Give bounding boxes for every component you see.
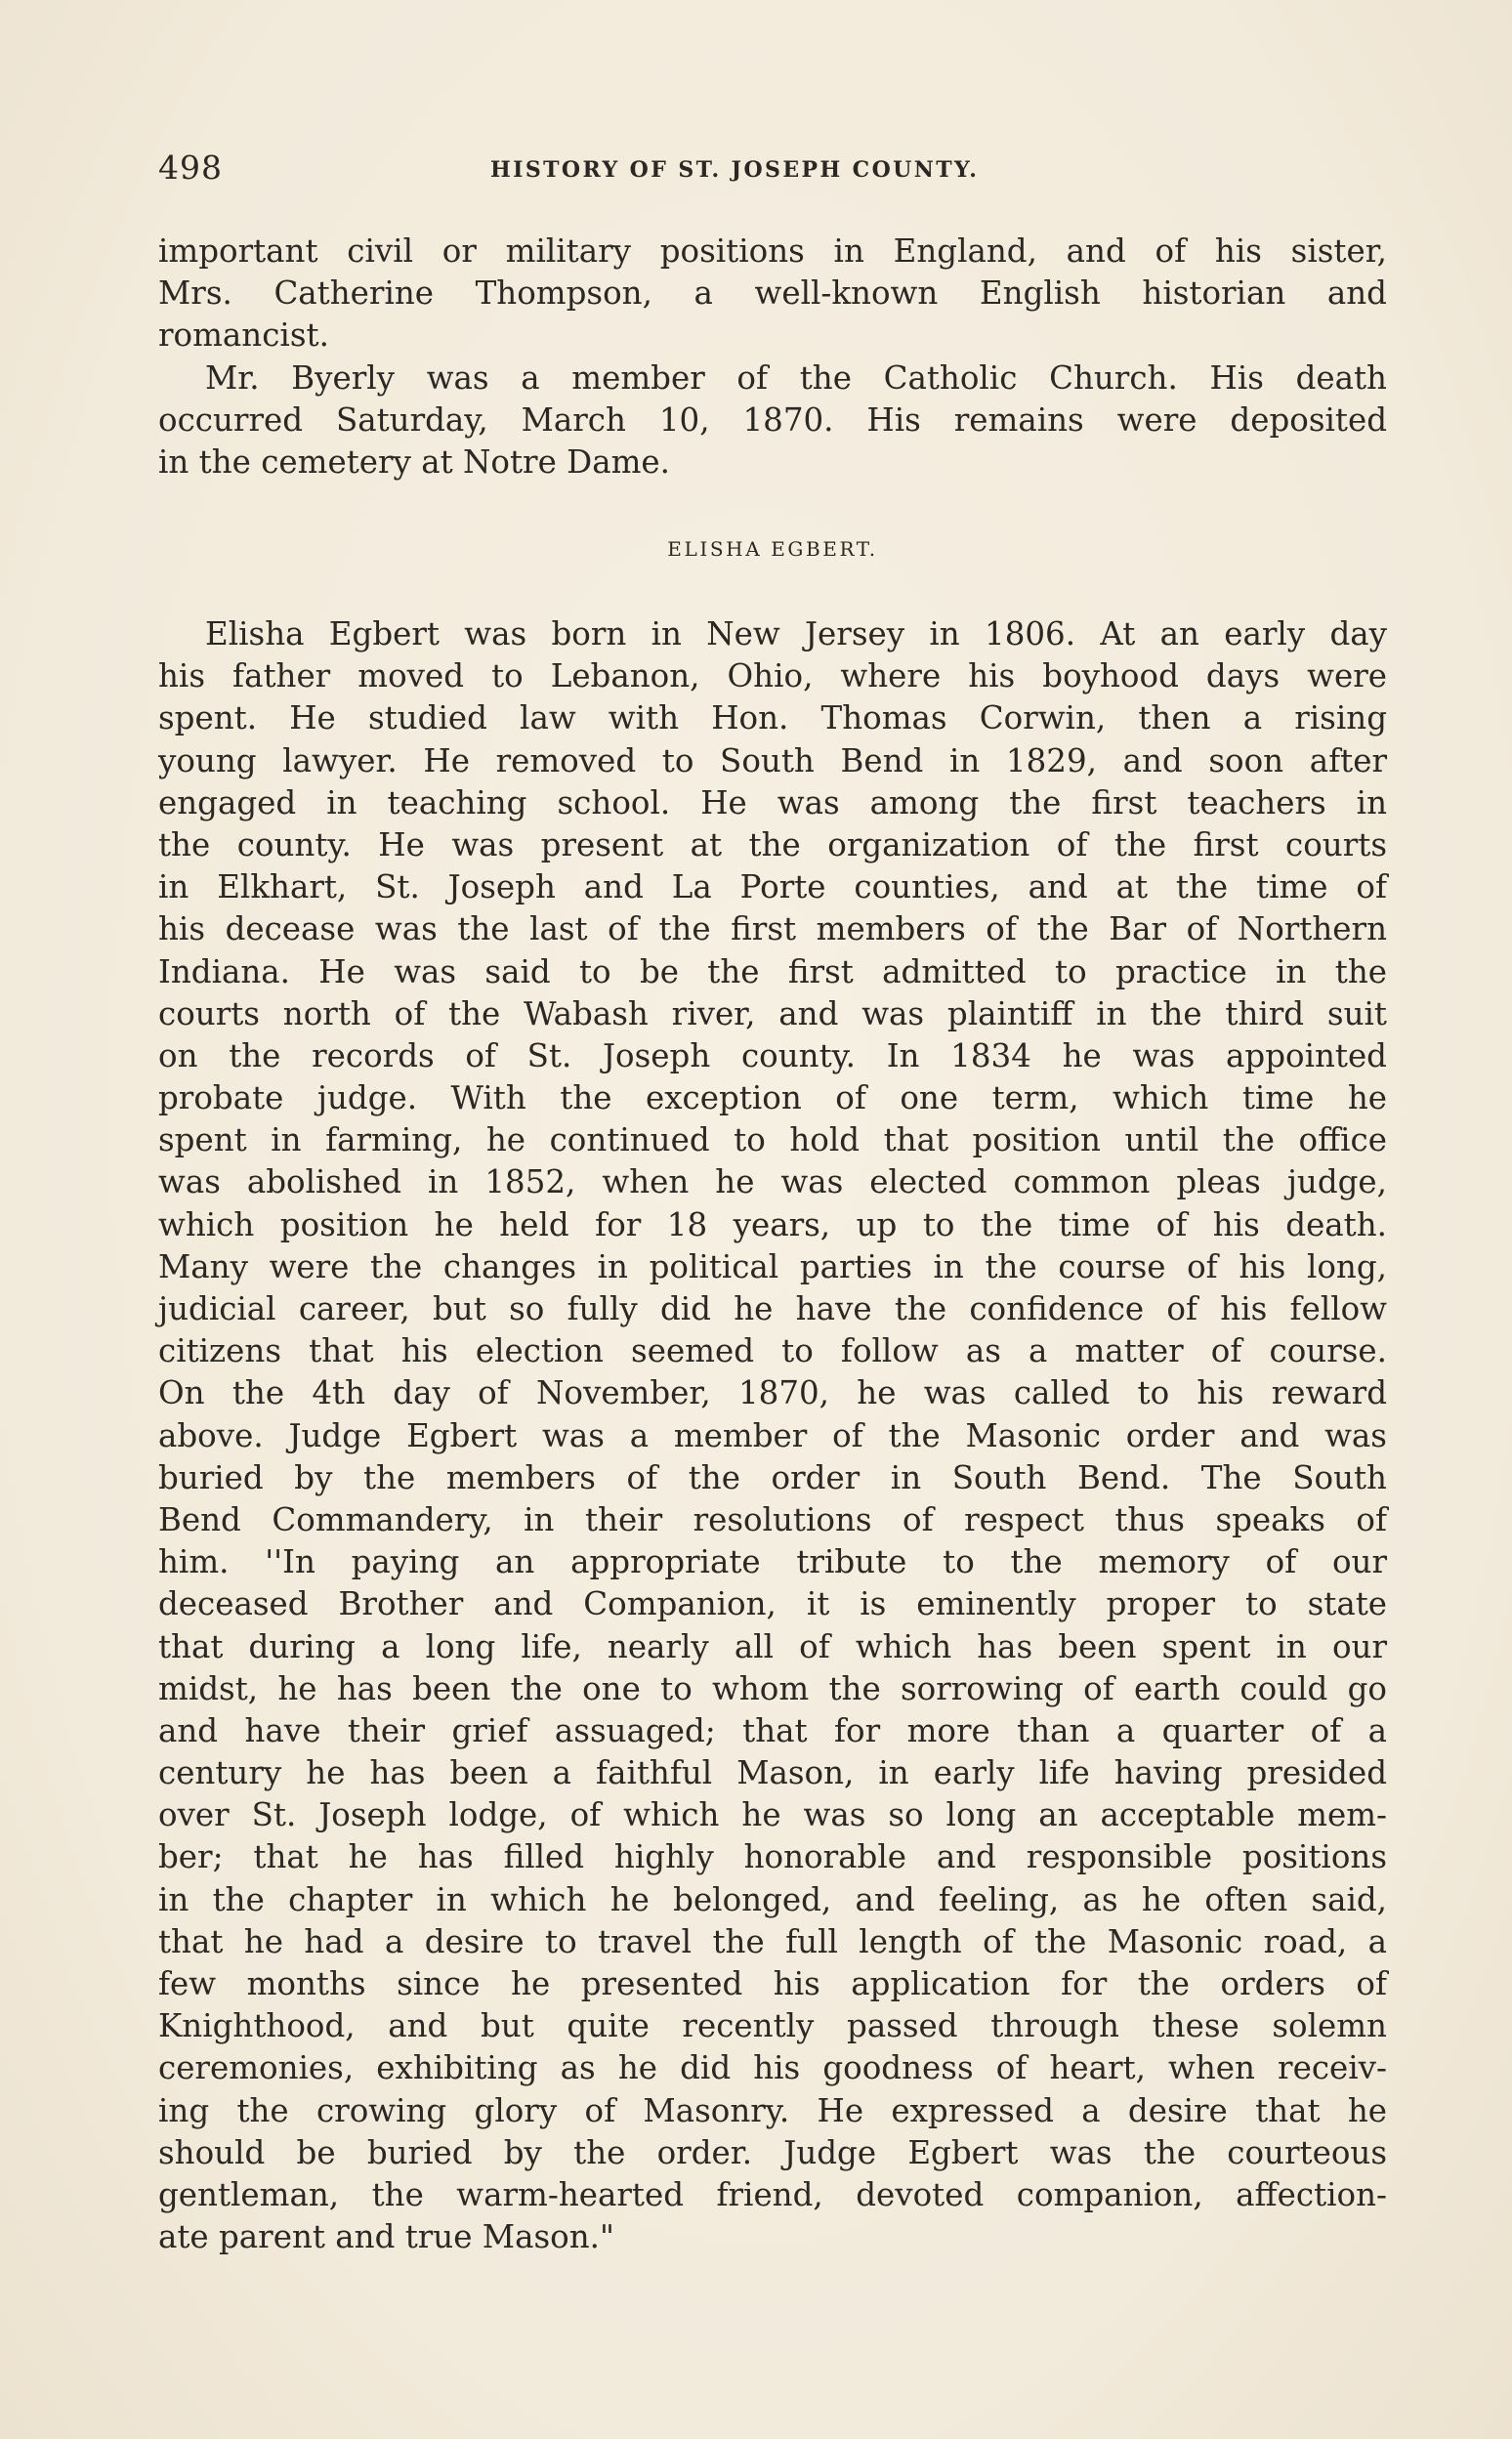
text-line: century he has been a faithful Mason, in early life having presided — [158, 1754, 1387, 1792]
text-line: Indiana. He was said to be the first admitted to practice in the — [158, 952, 1387, 990]
text-line: his father moved to Lebanon, Ohio, where his boyhood days were — [158, 657, 1387, 695]
text-line: On the 4th day of November, 1870, he was called to his reward — [158, 1374, 1387, 1412]
text-line: on the records of St. Joseph county. In 1834 he was appointed — [158, 1036, 1387, 1074]
text-line: was abolished in 1852, when he was elected common pleas judge, — [158, 1163, 1387, 1201]
text-line: midst, he has been the one to whom the sorrowing of earth could go — [158, 1669, 1387, 1707]
text-line: ate parent and true Mason." — [158, 2218, 614, 2256]
text-line: in the cemetery at Notre Dame. — [158, 442, 670, 481]
text-line: buried by the members of the order in South Bend. The South — [158, 1458, 1387, 1496]
text-line: that during a long life, nearly all of which has been spent in our — [158, 1627, 1387, 1665]
running-head — [158, 148, 1389, 191]
text-line: Mr. Byerly was a member of the Catholic Church. His death — [205, 358, 1387, 397]
text-line: above. Judge Egbert was a member of the Masonic order and was — [158, 1416, 1387, 1454]
byerly-paragraph — [158, 357, 1387, 484]
text-line: his decease was the last of the first members of the Bar of Northern — [158, 910, 1387, 948]
text-line: deceased Brother and Companion, it is eminently proper to state — [158, 1585, 1387, 1623]
section-heading: ELISHA EGBERT. — [667, 537, 878, 561]
text-line: judicial career, but so fully did he have the confidence of his fellow — [158, 1290, 1387, 1327]
text-line: over St. Joseph lodge, of which he was so long an acceptable mem- — [158, 1796, 1387, 1834]
text-line: Mrs. Catherine Thompson, a well-known English historian and — [158, 274, 1387, 313]
text-line: which position he held for 18 years, up to the time of his death. — [158, 1205, 1387, 1243]
text-line: spent in farming, he continued to hold that position until the office — [158, 1121, 1387, 1159]
continued-paragraph — [158, 231, 1387, 357]
text-line: few months since he presented his application for the orders of — [158, 1965, 1387, 2002]
egbert-paragraph — [158, 613, 1387, 2258]
text-line: Knighthood, and but quite recently passed through these solemn — [158, 2007, 1387, 2045]
text-line: courts north of the Wabash river, and was plaintiff in the third suit — [158, 994, 1387, 1032]
text-line: Many were the changes in political parties in the course of his long, — [158, 1247, 1387, 1285]
page-number: 498 — [158, 148, 223, 187]
text-line: engaged in teaching school. He was among the first teachers in — [158, 783, 1387, 821]
text-line: citizens that his election seemed to follow as a matter of course. — [158, 1332, 1387, 1370]
text-line: spent. He studied law with Hon. Thomas Corwin, then a rising — [158, 699, 1387, 737]
text-line: Elisha Egbert was born in New Jersey in 1806. At an early day — [205, 615, 1387, 652]
text-line: him. ''In paying an appropriate tribute to the memory of our — [158, 1543, 1387, 1581]
text-line: in the chapter in which he belonged, and feeling, as he often said, — [158, 1880, 1387, 1918]
text-line: ber; that he has filled highly honorable and responsible positions — [158, 1838, 1387, 1876]
running-head-title: HISTORY OF ST. JOSEPH COUNTY. — [490, 157, 980, 183]
text-line: young lawyer. He removed to South Bend in 1829, and soon after — [158, 741, 1387, 779]
text-line: occurred Saturday, March 10, 1870. His remains were deposited — [158, 400, 1387, 439]
text-line: Bend Commandery, in their resolutions of respect thus speaks of — [158, 1500, 1387, 1538]
text-line: ceremonies, exhibiting as he did his goodness of heart, when receiv- — [158, 2049, 1387, 2087]
text-line: that he had a desire to travel the full length of the Masonic road, a — [158, 1922, 1387, 1960]
text-line: important civil or military positions in England, and of his sister, — [158, 232, 1387, 270]
text-line: and have their grief assuaged; that for more than a quarter of a — [158, 1711, 1387, 1749]
text-line: in Elkhart, St. Joseph and La Porte counties, and at the time of — [158, 868, 1387, 906]
text-line: the county. He was present at the organization of the first courts — [158, 825, 1387, 863]
text-line: should be buried by the order. Judge Egbert was the courteous — [158, 2133, 1387, 2171]
text-line: romancist. — [158, 316, 329, 355]
text-line: probate judge. With the exception of one term, which time he — [158, 1079, 1387, 1117]
text-line: gentleman, the warm-hearted friend, devoted companion, affection- — [158, 2175, 1387, 2213]
text-line: ing the crowing glory of Masonry. He expressed a desire that he — [158, 2091, 1387, 2129]
byerly-text-block — [158, 231, 1387, 484]
